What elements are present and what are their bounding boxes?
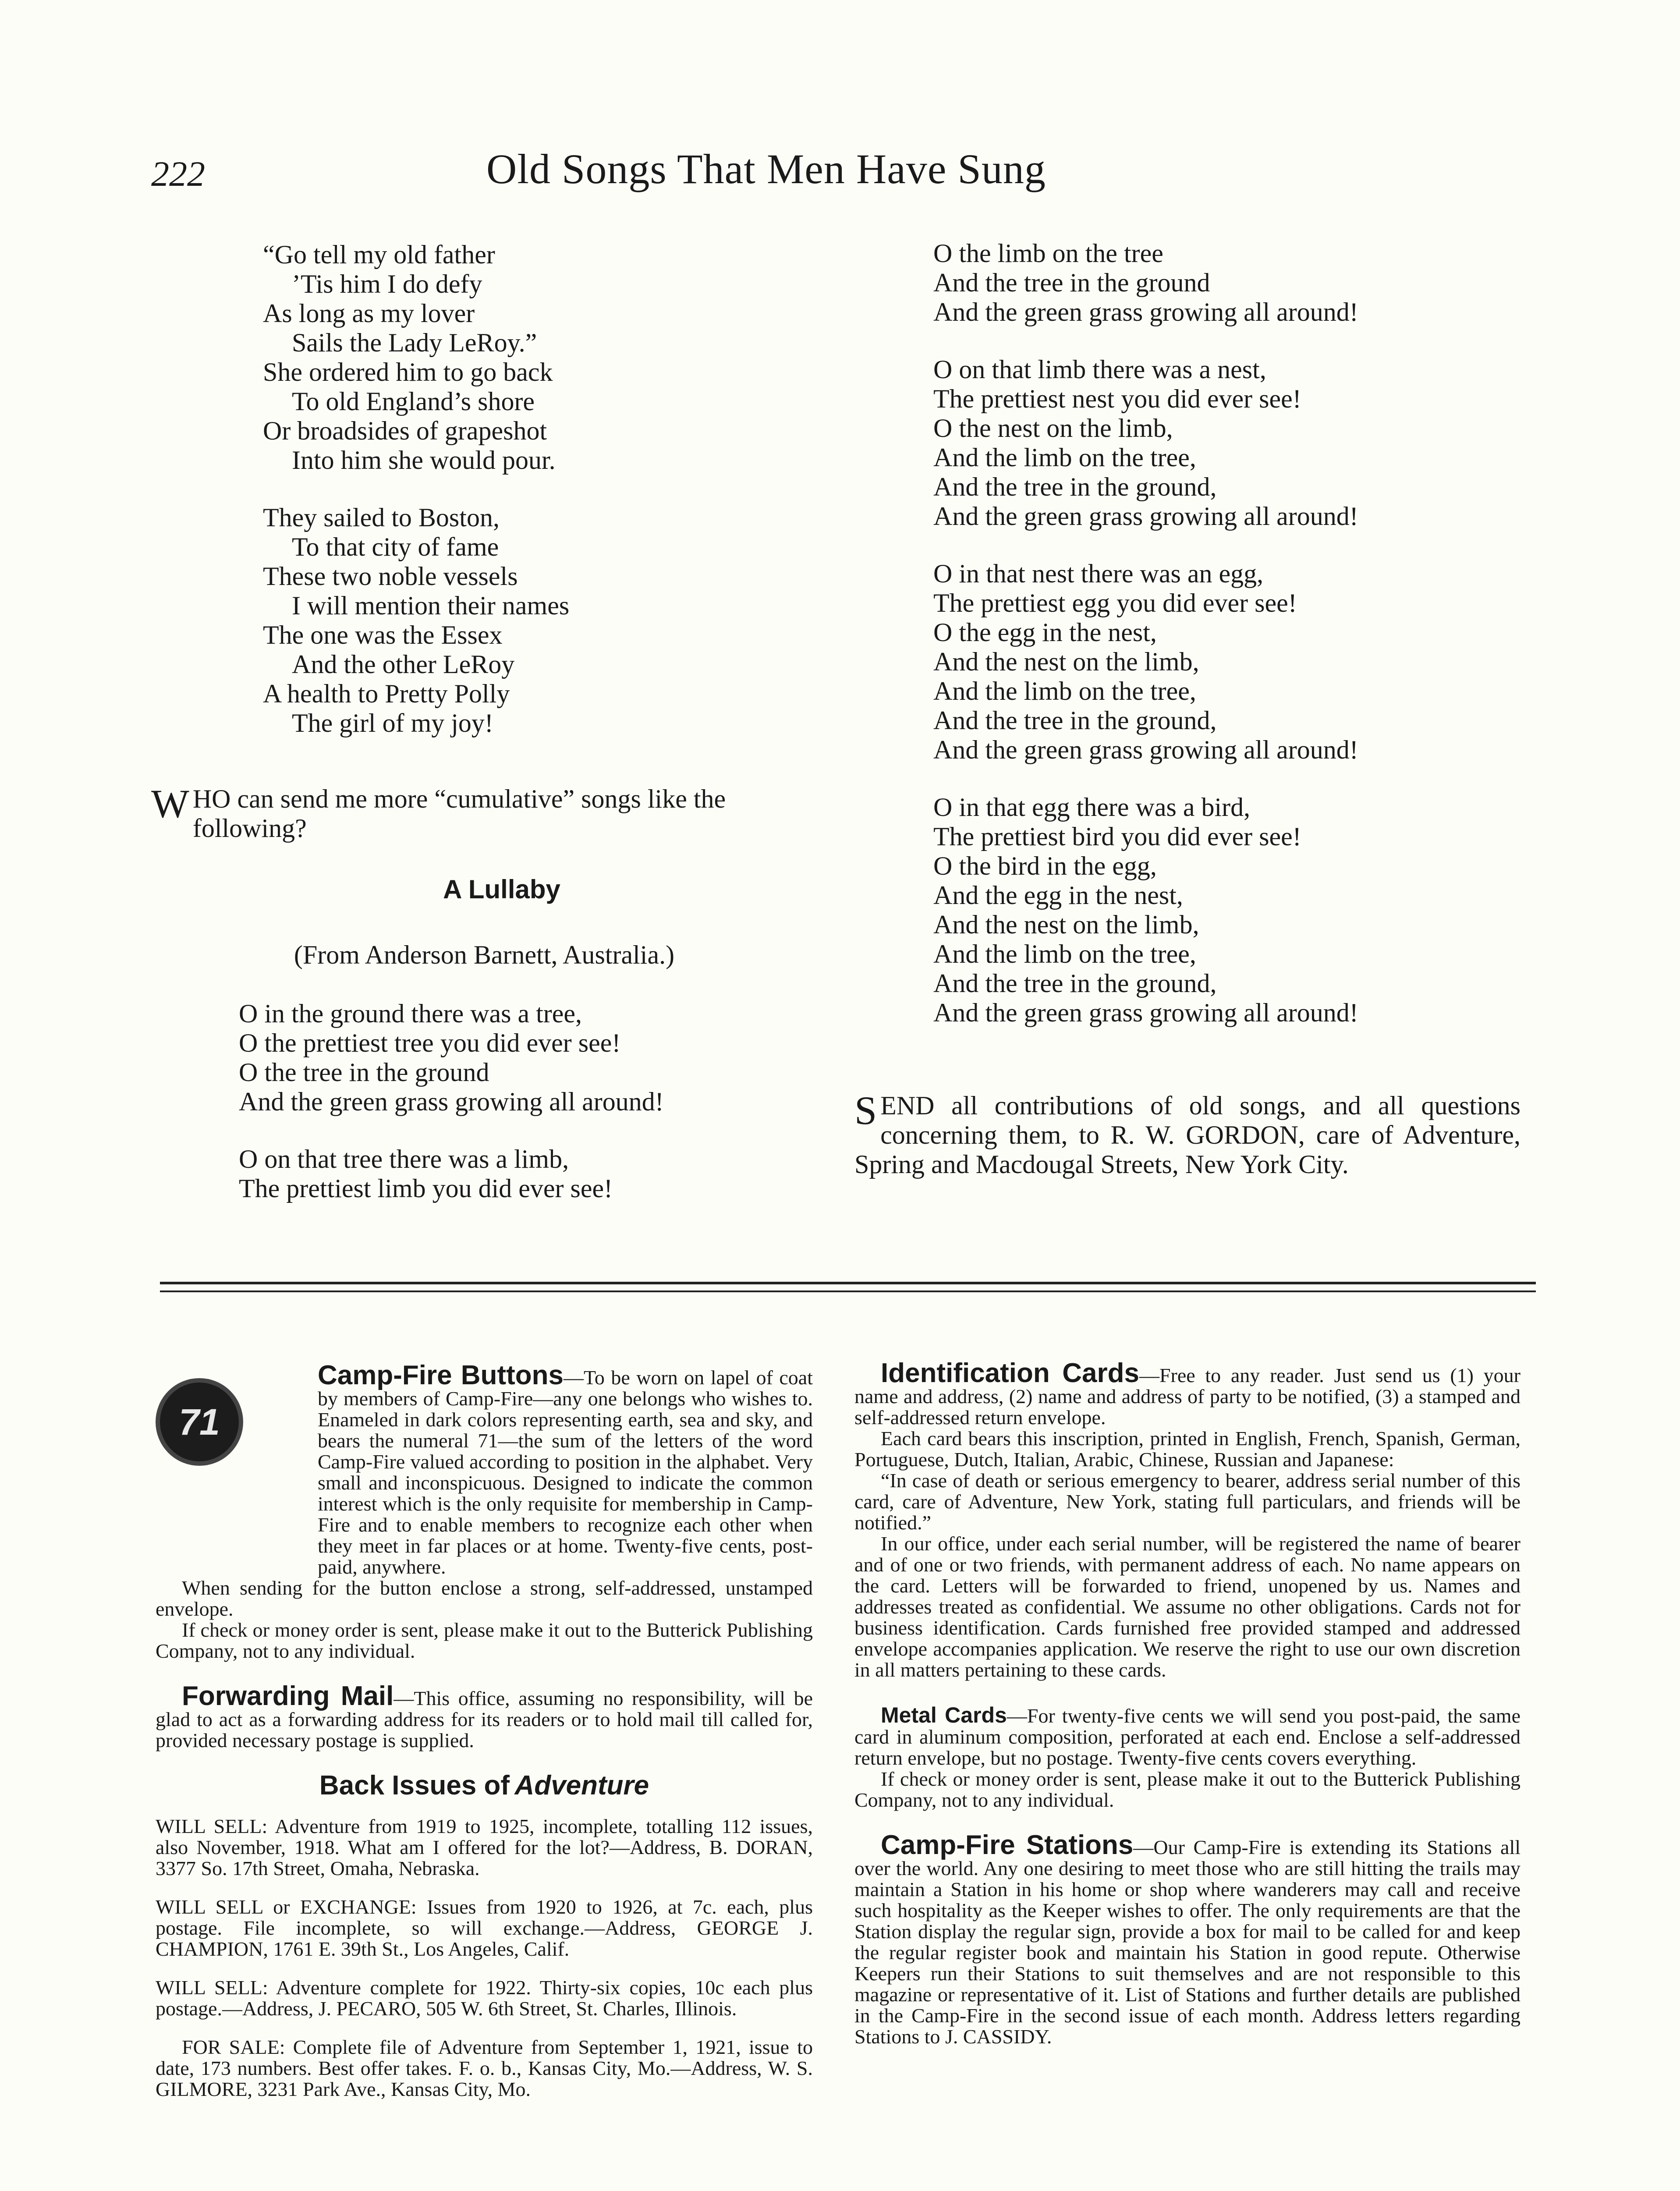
- lullaby-stanza: [933, 793, 1358, 1028]
- poem-line: The prettiest bird you did ever see!: [933, 822, 1301, 851]
- divider-rule: [160, 1282, 1536, 1284]
- poem-line: And the green grass growing all around!: [933, 502, 1358, 531]
- id-cards-p3: “In case of death or serious emergency to bearer, address serial number of this card, care of Adventure, New York, stating full particulars, and friends will be notified.”: [854, 1469, 1521, 1534]
- lullaby-stanza: [239, 1145, 664, 1203]
- poem-line: And the green grass growing all around!: [933, 298, 1358, 326]
- poem-line: Or broadsides of grapeshot: [263, 416, 547, 445]
- section-text: —Our Camp-Fire is extending its Stations all over the world. Any one desiring to meet those who are still hitting the trails may maintain a Station in his home or shop where wanderers may call and receive such hospitality as the Keeper wishes to offer. The only requirements are that the Station display the regular sign, provide a box for mail to be called for and keep the regular register book and maintain his Station in good repute. Otherwise Keepers run their Stations to suit themselves and are not responsible to this magazine or representative of it. List of Stations and further details are published in the Camp-Fire in the second issue of each month. Address letters regarding Stations to J. CASSIDY.: [854, 1836, 1521, 2048]
- back-issue-item: FOR SALE: Complete file of Adventure from September 1, 1921, issue to date, 173 numbers. Best offer takes. F. o. b., Kansas City, Mo.—Address, W. S. GILMORE, 3231 Park Ave., Kansas City, Mo.: [156, 2036, 813, 2100]
- lullaby-stanza: [239, 999, 664, 1117]
- id-cards-p4: In our office, under each serial number, will be registered the name of bearer and of one or two friends, with permanent address of each. No name appears on the card. Letters will be forwarded to friend, unopened by us. Names and addresses treated as confidential. We assume no other obligations. Cards not for business identification. Cards furnished free provided stamped and addressed envelope accompanies application. We reserve the right to use our own discretion in all matters pertaining to these cards.: [854, 1532, 1521, 1681]
- poem-line: O the limb on the tree: [933, 239, 1163, 268]
- poem-line: These two noble vessels: [263, 562, 518, 591]
- metal-cards-section: [854, 1705, 1521, 1811]
- id-cards-p1: [854, 1358, 1521, 1429]
- forwarding-mail-section: [156, 1681, 813, 1751]
- poem-stanza-2: [263, 503, 841, 738]
- poem-line: They sailed to Boston,: [263, 503, 500, 532]
- poem-line: “Go tell my old father: [263, 240, 495, 269]
- poem-line: ’Tis him I do defy: [292, 269, 482, 298]
- send-paragraph: [854, 1088, 1521, 1179]
- poem-line: Sails the Lady LeRoy.”: [292, 328, 537, 357]
- heading-text: Back Issues of: [319, 1770, 510, 1801]
- poem-line: To old England’s shore: [292, 387, 535, 416]
- campfire-stations-text: [854, 1830, 1521, 2048]
- campfire-buttons-section: [156, 1360, 813, 1662]
- poem-line: And the tree in the ground,: [933, 969, 1217, 998]
- campfire-buttons-p1: [156, 1360, 813, 1578]
- left-column: [263, 240, 841, 766]
- song-source: (From Anderson Barnett, Australia.): [294, 940, 675, 969]
- poem-line: The prettiest egg you did ever see!: [933, 589, 1297, 617]
- campfire-stations-section: [854, 1830, 1521, 2048]
- metal-cards-p2: If check or money order is sent, please make it out to the Butterick Publishing Company, not to any individual.: [854, 1768, 1521, 1811]
- section-heading: Camp-Fire Stations: [881, 1830, 1134, 1860]
- poem-line: And the limb on the tree,: [933, 443, 1196, 472]
- poem-line: O the prettiest tree you did ever see!: [239, 1028, 621, 1057]
- section-heading: Camp-Fire Buttons: [318, 1360, 564, 1390]
- poem-line: And the tree in the ground,: [933, 472, 1217, 501]
- forwarding-mail-text: [156, 1681, 813, 1751]
- campfire-buttons-p2: When sending for the button enclose a strong, self-addressed, unstamped envelope.: [156, 1577, 813, 1620]
- poem-line: The girl of my joy!: [292, 709, 493, 737]
- poem-line: And the nest on the limb,: [933, 647, 1199, 676]
- poem-line: The prettiest limb you did ever see!: [239, 1174, 613, 1203]
- poem-line: And the nest on the limb,: [933, 910, 1199, 939]
- send-text: END all contributions of old songs, and all questions concerning them, to R. W. GORDON, care of Adventure, Spring and Macdougal Streets, New York City.: [854, 1091, 1521, 1179]
- identification-cards-section: [854, 1358, 1521, 1681]
- id-cards-p2: Each card bears this inscription, printed in English, French, Spanish, German, Portuguese, Dutch, Italian, Arabic, Chinese, Russian and Japanese:: [854, 1427, 1521, 1471]
- drop-cap: W: [151, 781, 189, 826]
- who-paragraph: [151, 781, 817, 843]
- back-issues-section: [156, 1770, 813, 2100]
- poem-line: And the limb on the tree,: [933, 677, 1196, 706]
- poem-line: O the egg in the nest,: [933, 618, 1157, 647]
- back-issue-item: WILL SELL or EXCHANGE: Issues from 1920 to 1926, at 7c. each, plus postage. File incomplete, so will exchange.—Address, GEORGE J. CHAMPION, 1761 E. 39th St., Los Angeles, Calif.: [156, 1896, 813, 1960]
- poem-line: The one was the Essex: [263, 620, 503, 649]
- section-text: —For twenty-five cents we will send you post-paid, the same card in aluminum composition, perforated at each end. Enclose a self-addressed return envelope, but no postage. Twenty-five cents covers everything.: [854, 1705, 1521, 1769]
- poem-line: And the tree in the ground: [933, 268, 1210, 297]
- poem-line: O in that egg there was a bird,: [933, 793, 1251, 822]
- who-text: HO can send me more “cumulative” songs like the following?: [192, 784, 726, 843]
- poem-line: A health to Pretty Polly: [263, 679, 510, 708]
- section-text: —To be worn on lapel of coat by members of Camp-Fire—any one belongs who wishes to. Enameled in dark colors representing earth, sea and sky, and bears the numeral 71—the sum of the letters of the word Camp-Fire valued according to position in the alphabet. Very small and inconspicuous. Designed to indicate the common interest which is the only requisite for membership in Camp-Fire and to enable members to recognize each other when they meet in far places or at home. Twenty-five cents, post-paid, anywhere.: [318, 1366, 813, 1578]
- page-number: 222: [151, 154, 205, 194]
- poem-line: O the bird in the egg,: [933, 851, 1157, 880]
- badge-numeral: 71: [179, 1401, 220, 1443]
- poem-line: The prettiest nest you did ever see!: [933, 384, 1301, 413]
- poem-line: She ordered him to go back: [263, 358, 553, 386]
- poem-line: And the egg in the nest,: [933, 881, 1183, 910]
- back-issues-heading: [156, 1770, 813, 1801]
- section-text: —This office, assuming no responsibility, will be glad to act as a forwarding address for its readers or to hold mail till called for, provided necessary postage is supplied.: [156, 1687, 813, 1751]
- bottom-left-column: [156, 1360, 813, 2124]
- poem-line: And the green grass growing all around!: [239, 1087, 664, 1116]
- poem-line: O on that limb there was a nest,: [933, 355, 1266, 384]
- section-text: —Free to any reader. Just send us (1) your name and address, (2) name and address of party to be notified, (3) a stamped and self-addressed return envelope.: [854, 1364, 1521, 1429]
- lullaby-left: [239, 999, 664, 1231]
- poem-line: O the tree in the ground: [239, 1058, 489, 1087]
- page-title: Old Songs That Men Have Sung: [486, 145, 1046, 192]
- poem-line: O on that tree there was a limb,: [239, 1145, 569, 1173]
- poem-line: Into him she would pour.: [292, 446, 556, 475]
- campfire-buttons-p3: If check or money order is sent, please make it out to the Butterick Publishing Company, not to any individual.: [156, 1619, 813, 1662]
- right-column: [933, 239, 1358, 1056]
- poem-stanza-1: [263, 240, 841, 475]
- poem-line: As long as my lover: [263, 299, 475, 328]
- poem-line: O the nest on the limb,: [933, 414, 1173, 443]
- song-title: A Lullaby: [443, 875, 560, 904]
- back-issue-item: WILL SELL: Adventure from 1919 to 1925, incomplete, totalling 112 issues, also November, 1918. What am I offered for the lot?—Address, B. DORAN, 3377 So. 17th Street, Omaha, Nebraska.: [156, 1815, 813, 1879]
- poem-line: And the tree in the ground,: [933, 706, 1217, 735]
- section-heading: Metal Cards: [881, 1703, 1007, 1727]
- metal-cards-p1: [854, 1705, 1521, 1769]
- poem-line: O in that nest there was an egg,: [933, 559, 1264, 588]
- poem-line: I will mention their names: [292, 591, 570, 620]
- section-heading: Identification Cards: [881, 1358, 1139, 1388]
- poem-line: And the other LeRoy: [292, 650, 515, 679]
- lullaby-stanza: [933, 239, 1358, 327]
- poem-line: And the green grass growing all around!: [933, 735, 1358, 764]
- poem-line: And the green grass growing all around!: [933, 998, 1358, 1027]
- lullaby-stanza: [933, 355, 1358, 531]
- heading-italic: Adventure: [514, 1770, 649, 1801]
- divider-rule: [160, 1290, 1536, 1292]
- poem-line: To that city of fame: [292, 532, 499, 561]
- campfire-badge-icon: [156, 1378, 243, 1466]
- lullaby-stanza: [933, 559, 1358, 765]
- drop-cap: S: [854, 1088, 877, 1133]
- bottom-right-column: [854, 1358, 1521, 2071]
- poem-line: O in the ground there was a tree,: [239, 999, 582, 1028]
- back-issue-item: WILL SELL: Adventure complete for 1922. Thirty-six copies, 10c each plus postage.—Address, J. PECARO, 505 W. 6th Street, St. Charles, Illinois.: [156, 1976, 813, 2020]
- poem-line: And the limb on the tree,: [933, 940, 1196, 968]
- section-heading: Forwarding Mail: [182, 1681, 394, 1711]
